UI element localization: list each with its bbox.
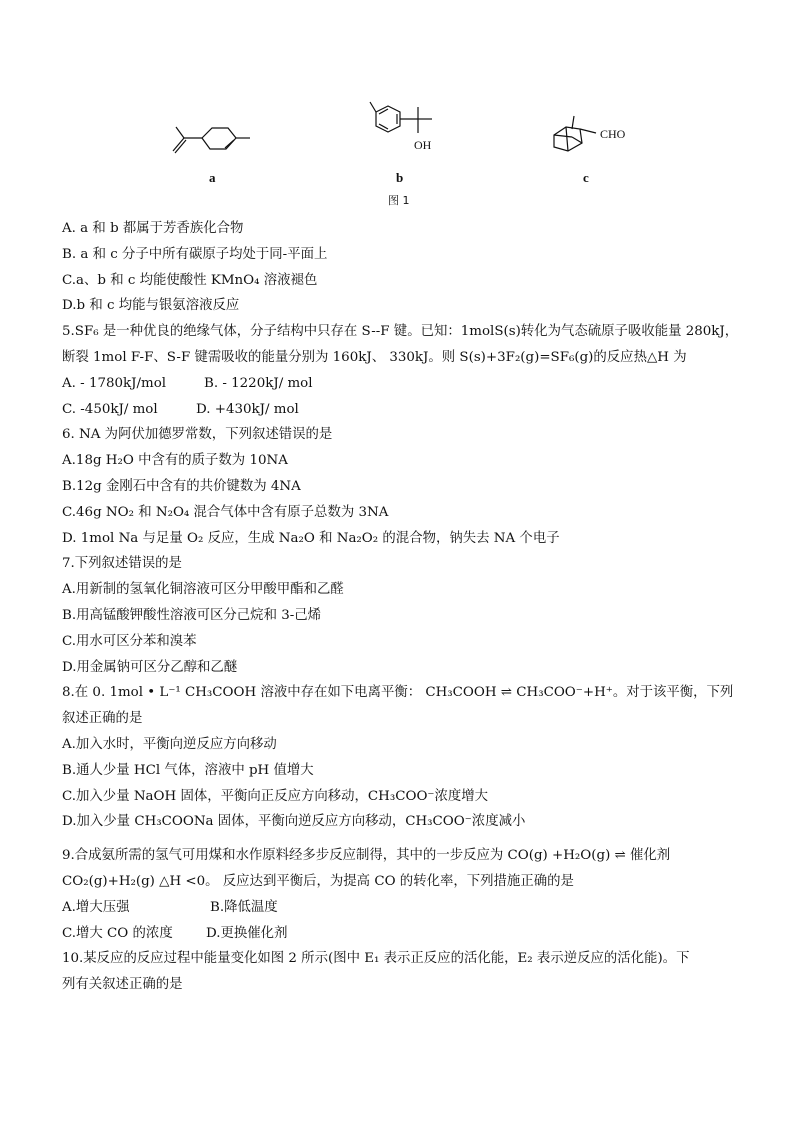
- q8-option-a: A.加入水时，平衡向逆反应方向移动: [62, 736, 277, 752]
- q10-stem-line2: 列有关叙述正确的是: [62, 977, 183, 993]
- q6-stem: 6. NA 为阿伏加德罗常数，下列叙述错误的是: [62, 427, 333, 443]
- molecule-a: [160, 125, 260, 165]
- q5-option-c: C. -450kJ/ mol: [62, 401, 158, 417]
- q5-option-a: A. - 1780kJ/mol: [62, 375, 167, 391]
- q7-option-a: A.用新制的氢氧化铜溶液可区分甲酸甲酯和乙醛: [62, 582, 344, 598]
- q7-option-d: D.用金属钠可区分乙醇和乙醚: [62, 659, 238, 675]
- molecule-b: [362, 100, 442, 162]
- hydroxyl-label: OH: [414, 138, 432, 152]
- molecule-c-label: c: [583, 170, 589, 185]
- q8-option-d: D.加入少量 CH₃COONa 固体，平衡向逆反应方向移动，CH₃COO⁻浓度减小: [62, 814, 526, 830]
- q6-option-d: D. 1mol Na 与足量 O₂ 反应，生成 Na₂O 和 Na₂O₂ 的混合物，钠失去 NA 个电子: [62, 530, 560, 546]
- q5-options-cd: [62, 397, 742, 423]
- q8-stem-line1: 8.在 0. 1mol • L⁻¹ CH₃COOH 溶液中存在如下电离平衡： CH₃COOH ⇌ CH₃COO⁻+H⁺。对于该平衡，下列: [62, 685, 734, 701]
- q6-option-b: B.12g 金刚石中含有的共价键数为 4NA: [62, 478, 301, 494]
- q7-option-c: C.用水可区分苯和溴苯: [62, 633, 197, 649]
- q7-stem: 7.下列叙述错误的是: [62, 556, 182, 572]
- q5-options-ab: [62, 371, 742, 397]
- q9-option-c: C.增大 CO 的浓度: [62, 925, 173, 941]
- q4-option-b: B. a 和 c 分子中所有碳原子均处于同-平面上: [62, 246, 328, 262]
- molecule-b-label: b: [396, 170, 404, 185]
- q5-stem-line2: 断裂 1mol F-F、S-F 键需吸收的能量分别为 160kJ、 330kJ。则 S(s)+3F₂(g)=SF₆(g)的反应热△H 为: [62, 349, 687, 365]
- q4-option-c: C.a、b 和 c 均能使酸性 KMnO₄ 溶液褪色: [62, 272, 318, 288]
- q9-stem-line2: CO₂(g)+H₂(g) △H <0。 反应达到平衡后，为提高 CO 的转化率，下列措施正确的是: [62, 873, 574, 889]
- q9-options-ab: [62, 895, 742, 921]
- molecule-a-label: a: [209, 170, 216, 185]
- q7-option-b: B.用高锰酸钾酸性溶液可区分己烷和 3-己烯: [62, 607, 322, 623]
- q6-option-a: A.18g H₂O 中含有的质子数为 10NA: [62, 453, 288, 469]
- q8-option-b: B.通人少量 HCl 气体，溶液中 pH 值增大: [62, 762, 314, 778]
- q9-option-b: B.降低温度: [210, 899, 278, 915]
- q5-stem-line1: 5.SF₆ 是一种优良的绝缘气体，分子结构中只存在 S--F 键。已知：1molS(s)转化为气态硫原子吸收能量 280kJ，: [62, 324, 739, 340]
- q9-options-cd: [62, 921, 742, 947]
- q4-option-a: A. a 和 b 都属于芳香族化合物: [62, 221, 244, 236]
- molecule-c: [548, 113, 626, 158]
- q4-option-d: D.b 和 c 均能与银氨溶液反应: [62, 298, 240, 314]
- q8-option-c: C.加入少量 NaOH 固体，平衡向正反应方向移动，CH₃COO⁻浓度增大: [62, 788, 489, 804]
- q5-option-d: D. +430kJ/ mol: [196, 401, 299, 417]
- q8-stem-line2: 叙述正确的是: [62, 711, 143, 727]
- q9-stem-line1: 9.合成氨所需的氢气可用煤和水作原料经多步反应制得，其中的一步反应为 CO(g) +H₂O(g) ⇌ 催化剂: [62, 848, 671, 864]
- q6-option-c: C.46g NO₂ 和 N₂O₄ 混合气体中含有原子总数为 3NA: [62, 504, 389, 520]
- q5-option-b: B. - 1220kJ/ mol: [204, 375, 313, 391]
- figure-caption: 图 1: [388, 194, 410, 207]
- q9-option-a: A.增大压强: [62, 899, 130, 915]
- q9-option-d: D.更换催化剂: [206, 925, 288, 941]
- q10-stem-line1: 10.某反应的反应过程中能量变化如图 2 所示(图中 E₁ 表示正反应的活化能，E₂ 表示逆反应的活化能)。下: [62, 951, 690, 967]
- question-list: [62, 216, 742, 998]
- aldehyde-label: CHO: [600, 127, 626, 141]
